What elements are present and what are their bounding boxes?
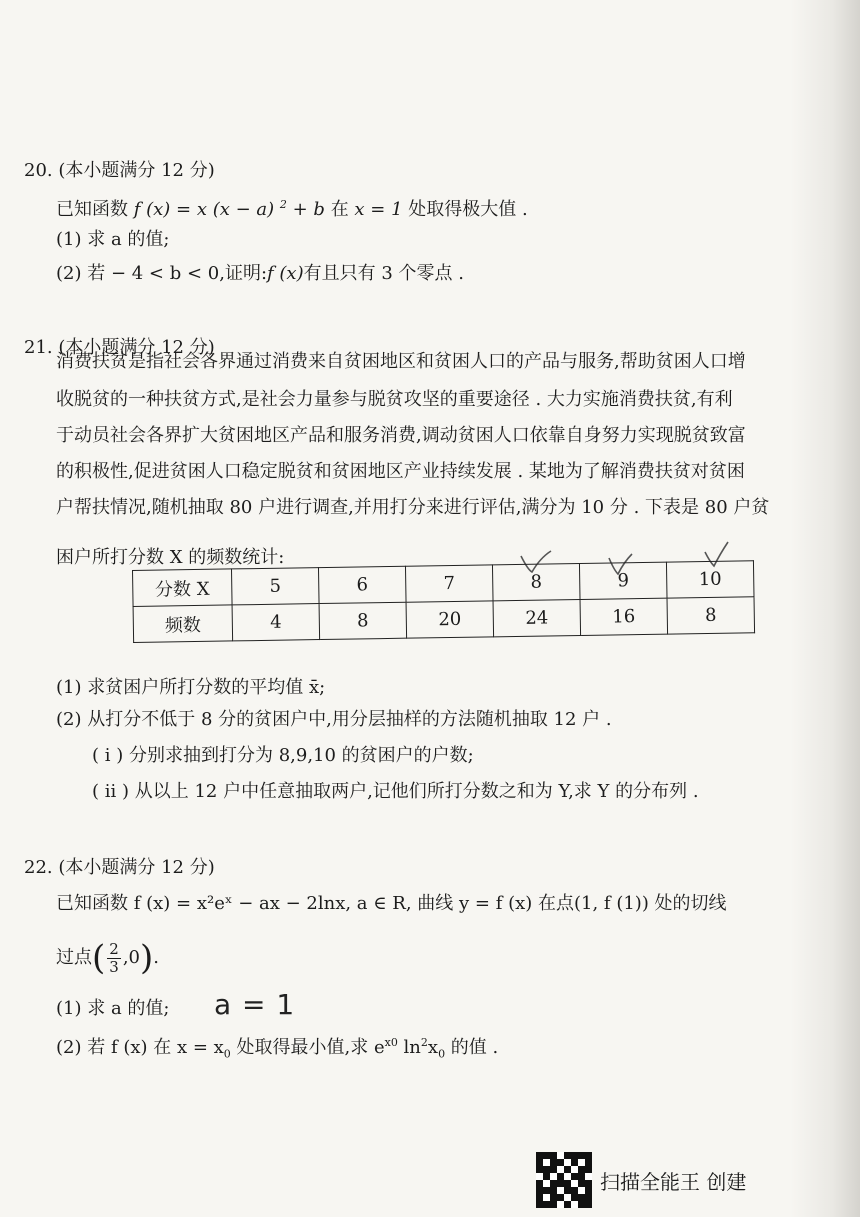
q21-paragraph-line-5: 户帮扶情况,随机抽取 80 户进行调查,并用打分来进行评估,满分为 10 分 . 下表是 80 户贫	[56, 497, 770, 518]
table-cell: 4	[232, 604, 320, 641]
table-header-score: 分数 X	[133, 569, 233, 607]
q21-paragraph-line-2: 收脱贫的一种扶贫方式,是社会力量参与脱贫攻坚的重要途径 . 大力实施消费扶贫,有利	[56, 389, 733, 410]
scanner-watermark-text: 扫描全能王 创建	[600, 1169, 747, 1194]
scanner-badge	[536, 1152, 746, 1208]
q22-header: 22. (本小题满分 12 分)	[24, 857, 215, 878]
table-cell: 9	[579, 562, 667, 599]
q21-paragraph-line-3: 于动员社会各界扩大贫困地区产品和服务消费,调动贫困人口依靠自身努力实现脱贫致富	[56, 425, 746, 446]
table-cell: 8	[492, 563, 580, 600]
q20-point: x = 1	[354, 199, 403, 220]
q21-part2-i: ( i ) 分别求抽到打分为 8,9,10 的贫困户的户数;	[92, 745, 474, 766]
table-cell: 20	[406, 601, 494, 638]
table-cell: 8	[319, 602, 407, 639]
q22-pass-point: 过点( $\frac{2}{3}$ ,0).	[56, 938, 159, 978]
q21-part2-ii: ( ii ) 从以上 12 户中任意抽取两户,记他们所打分数之和为 Y,求 Y 的分布列 .	[92, 781, 699, 802]
table-cell: 10	[666, 561, 754, 598]
table-cell: 7	[405, 565, 493, 602]
q21-part2: (2) 从打分不低于 8 分的贫困户中,用分层抽样的方法随机抽取 12 户 .	[56, 709, 612, 730]
fraction: $\frac{2}{3}$	[109, 939, 119, 976]
q21-paragraph-line-6: 困户所打分数 X 的频数统计:	[56, 547, 285, 568]
q20-statement: 已知函数 f (x) = x (x − a) $^2$ + b 在 x = 1 处取得极大值 .	[56, 198, 528, 220]
q21-part1: (1) 求贫困户所打分数的平均值 x̄;	[56, 677, 326, 698]
q21-paragraph-line-4: 的积极性,促进贫困人口稳定脱贫和贫困地区产业持续发展 . 某地为了解消费扶贫对贫困	[56, 461, 745, 482]
q22-statement: 已知函数 f (x) = x²eˣ − ax − 2lnx, a ∈ R, 曲线 y = f (x) 在点(1, f (1)) 处的切线	[56, 893, 727, 914]
table-cell: 5	[231, 568, 319, 605]
qr-code-icon	[536, 1152, 592, 1208]
table-header-frequency: 频数	[133, 605, 233, 643]
q22-part1: (1) 求 a 的值;	[56, 998, 170, 1019]
table-cell: 8	[667, 597, 755, 634]
q21-header: 21. (本小题满分 12 分)	[24, 337, 215, 358]
frequency-table	[132, 560, 755, 643]
page-edge-shadow	[790, 0, 860, 1217]
table-cell: 16	[580, 598, 668, 635]
q20-function: f (x) = x (x − a) $^2$ + b	[133, 198, 325, 220]
q20-intro-text: 已知函数	[56, 199, 128, 220]
q20-part2: (2) 若 − 4 < b < 0,证明:f (x)有且只有 3 个零点 .	[56, 263, 464, 284]
q20-part1: (1) 求 a 的值;	[56, 229, 170, 250]
table-cell: 6	[318, 566, 406, 603]
handwritten-answer: a = 1	[214, 988, 296, 1021]
q20-header: 20. (本小题满分 12 分)	[24, 160, 215, 181]
q22-part2: (2) 若 f (x) 在 $x = x_0$ 处取得最小值,求 $e^{x0}$ $\ln^2x_0$ 的值 .	[56, 1036, 499, 1061]
table-cell: 24	[493, 599, 581, 636]
q21-paragraph-line-1: 消费扶贫是指社会各界通过消费来自贫困地区和贫困人口的产品与服务,帮助贫困人口增	[56, 351, 746, 372]
